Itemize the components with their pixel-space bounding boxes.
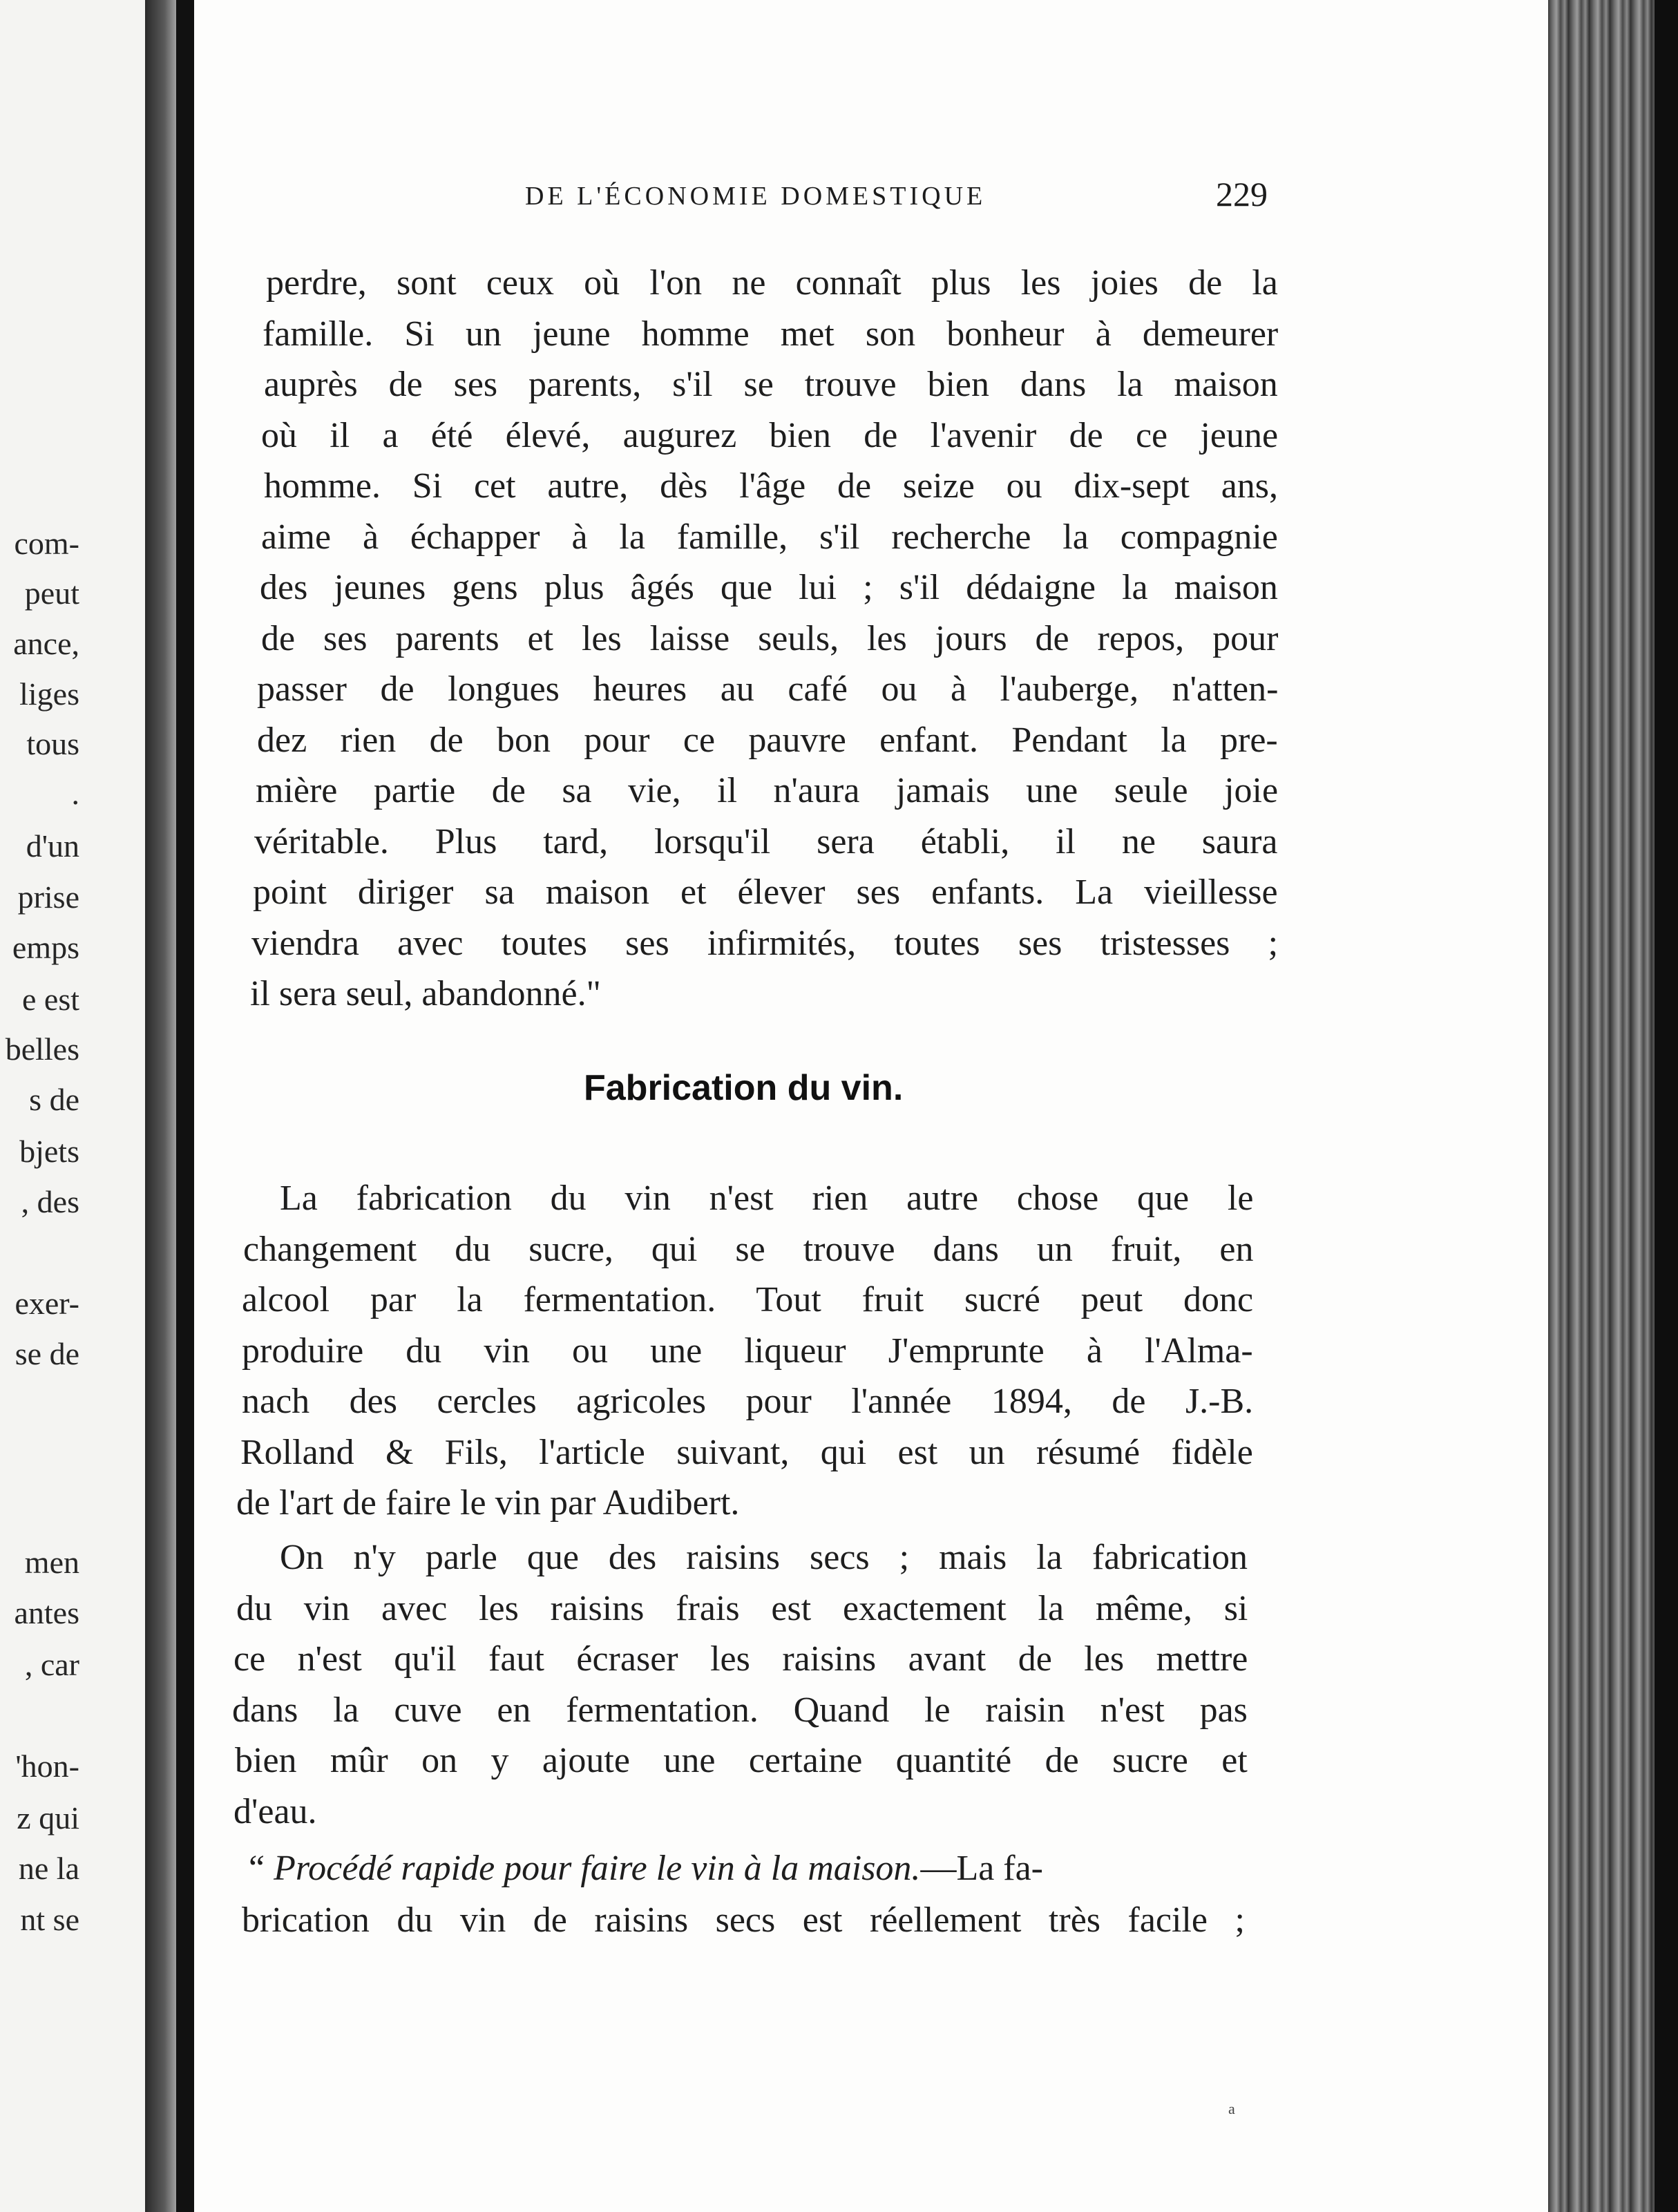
text-line: produire du vin ou une liqueur J'emprunte à l'Alma- (242, 1331, 1253, 1371)
fragment-line: prise (17, 879, 79, 915)
text-line: où il a été élevé, augurez bien de l'avenir de ce jeune (261, 415, 1279, 455)
fragment-line: bjets (19, 1134, 79, 1169)
text-line: Rolland & Fils, l'article suivant, qui est un résumé fidèle (240, 1432, 1253, 1472)
text-line: homme. Si cet autre, dès l'âge de seize ou dix-sept ans, (264, 466, 1279, 506)
text-line: famille. Si un jeune homme met son bonheur à demeurer (263, 314, 1279, 354)
paragraph-4-line (249, 1848, 1043, 1889)
text-line: viendra avec toutes ses infirmités, toutes ses tristesses ; (251, 923, 1279, 963)
fragment-line: exer- (15, 1286, 79, 1321)
page-number: 229 (1216, 175, 1268, 213)
fragment-line: nt se (20, 1902, 79, 1937)
text-line: alcool par la fermentation. Tout fruit sucré peut donc (242, 1280, 1254, 1319)
fragment-line: d'un (26, 828, 79, 864)
fragment-line: , car (24, 1647, 79, 1682)
text-line: ce n'est qu'il faut écraser les raisins avant de les mettre (233, 1639, 1248, 1679)
heading-continuation: —La fa- (920, 1849, 1043, 1888)
text-line: aime à échapper à la famille, s'il recherche la compagnie (261, 517, 1278, 557)
book-gutter (176, 0, 194, 2212)
text-line: bien mûr on y ajoute une certaine quantité de sucre et (235, 1741, 1248, 1780)
fragment-line: belles (5, 1031, 79, 1067)
text-line: perdre, sont ceux où l'on ne connaît plus les joies de la (266, 263, 1278, 303)
fragment-line: com- (14, 526, 79, 561)
fragment-line: ance, (13, 626, 79, 661)
text-line: On n'y parle que des raisins secs ; mais la fabrication (280, 1538, 1248, 1577)
fragment-line: 'hon- (15, 1748, 79, 1784)
text-line: du vin avec les raisins frais est exactement la même, si (236, 1588, 1248, 1628)
text-line: il sera seul, abandonné." (250, 974, 601, 1013)
text-line: dez rien de bon pour ce pauvre enfant. Pendant la pre- (257, 720, 1278, 760)
left-page-fragment (0, 0, 149, 2212)
fragment-line: , des (21, 1184, 79, 1219)
text-line: auprès de ses parents, s'il se trouve bien dans la maison (264, 365, 1278, 404)
fragment-line: tous (26, 726, 79, 761)
paragraph-4-line: brication du vin de raisins secs est réellement très facile ; (242, 1900, 1245, 1940)
text-line: nach des cercles agricoles pour l'année 1894, de J.-B. (242, 1382, 1254, 1421)
footer-mark: a (1228, 2100, 1235, 2117)
text-line: de l'art de faire le vin par Audibert. (236, 1483, 740, 1523)
fragment-line: e est (21, 982, 79, 1017)
text-line: mière partie de sa vie, il n'aura jamais une seule joie (256, 771, 1279, 810)
fragment-line: men (24, 1545, 79, 1580)
fragment-line: . (71, 776, 79, 811)
running-head: DE L'ÉCONOMIE DOMESTIQUE (525, 182, 986, 211)
text-line: d'eau. (233, 1791, 317, 1831)
text-line: des jeunes gens plus âgés que lui ; s'il dédaigne la maison (260, 568, 1278, 607)
text-line: de ses parents et les laisse seuls, les jours de repos, pour (261, 618, 1279, 658)
fragment-line: se de (15, 1336, 79, 1371)
scan-right-border (1655, 0, 1678, 2212)
fragment-line: ne la (18, 1851, 79, 1886)
open-quote: “ (249, 1849, 265, 1888)
text-line: véritable. Plus tard, lorsqu'il sera établi, il ne saura (254, 821, 1278, 861)
italic-heading: Procédé rapide pour faire le vin à la maison. (274, 1849, 921, 1888)
fragment-line: peut (24, 575, 79, 611)
fragment-line: antes (14, 1595, 79, 1630)
text-line: passer de longues heures au café ou à l'auberge, n'atten- (257, 669, 1279, 709)
fragment-line: emps (12, 930, 79, 965)
fragment-line: liges (19, 676, 79, 712)
section-title: Fabrication du vin. (584, 1068, 904, 1108)
text-line: La fabrication du vin n'est rien autre chose que le (280, 1179, 1254, 1218)
text-line: point diriger sa maison et élever ses enfants. La vieillesse (253, 873, 1278, 912)
text-line: changement du sucre, qui se trouve dans un fruit, en (243, 1229, 1254, 1269)
fragment-line: z qui (17, 1800, 79, 1836)
text-line: dans la cuve en fermentation. Quand le raisin n'est pas (232, 1690, 1248, 1730)
fragment-line: s de (29, 1082, 79, 1117)
